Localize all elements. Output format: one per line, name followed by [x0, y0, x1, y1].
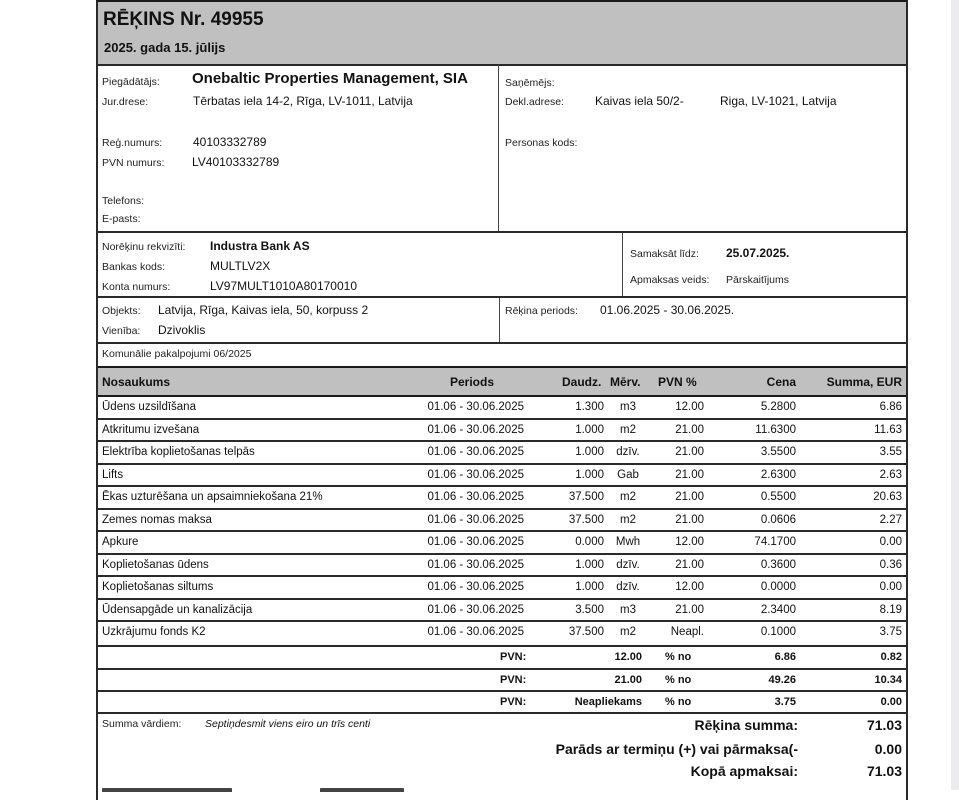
item-unit: Gab: [617, 468, 639, 481]
item-period: 01.06 - 30.06.2025: [427, 423, 524, 436]
vat-summary-row: [98, 692, 906, 714]
bank-code: MULTLV2X: [210, 259, 271, 273]
item-qty: 1.000: [575, 423, 604, 436]
item-unit: dzīv.: [616, 558, 640, 571]
col-name-header: Nosaukums: [102, 375, 171, 389]
item-price: 0.0606: [760, 513, 796, 526]
col-qty-header: Daudz.: [562, 375, 602, 389]
vat-base: 3.75: [774, 696, 796, 708]
object-value: Latvija, Rīga, Kaivas iela, 50, korpuss 2: [158, 303, 369, 317]
invoice-description: Komunālie pakalpojumi 06/2025: [102, 348, 252, 360]
item-vat: 12.00: [675, 401, 704, 413]
supplier-address: Tērbatas iela 14-2, Rīga, LV-1011, Latvija: [193, 94, 413, 108]
item-sum: 20.63: [873, 491, 902, 503]
divider: [98, 231, 906, 233]
item-sum: 6.86: [879, 401, 902, 413]
item-qty: 1.000: [575, 558, 604, 571]
table-header: [98, 366, 906, 397]
phone-label: Telefons:: [102, 195, 145, 207]
vat-number: LV40103332789: [192, 155, 280, 169]
invoice-title: RĒĶINS Nr. 49955: [103, 9, 264, 30]
item-unit: m2: [620, 513, 636, 526]
vat-amount: 0.00: [880, 696, 902, 708]
item-period: 01.06 - 30.06.2025: [427, 626, 524, 638]
vat-amount: 0.82: [880, 651, 902, 663]
item-qty: 1.000: [575, 468, 604, 481]
item-vat: 21.00: [675, 491, 704, 503]
viewer-scroll-edge: [951, 0, 959, 790]
item-unit: m2: [620, 491, 636, 503]
item-unit: Mwh: [615, 536, 641, 548]
bank-label: Norēķinu rekvizīti:: [102, 241, 186, 253]
item-vat: 21.00: [675, 446, 704, 458]
invoice-date: 2025. gada 15. jūlijs: [104, 40, 226, 55]
divider: [498, 64, 499, 232]
invoice-sum: 71.03: [866, 717, 902, 733]
item-unit: dzīv.: [616, 446, 640, 458]
account-number: LV97MULT1010A80170010: [210, 279, 357, 293]
item-unit: m3: [620, 401, 636, 413]
invoice-header: [98, 2, 906, 66]
payment-method-label: Apmaksas veids:: [630, 274, 710, 286]
vat-of: % no: [665, 696, 692, 708]
item-sum: 3.55: [879, 446, 902, 458]
item-price: 3.5500: [760, 446, 796, 458]
item-period: 01.06 - 30.06.2025: [427, 558, 524, 571]
unit-value: Dzivoklis: [158, 323, 206, 337]
table-row: [98, 487, 906, 510]
col-sum-header: Summa, EUR: [826, 375, 902, 389]
item-price: 0.3600: [760, 558, 796, 571]
bank-name: Industra Bank AS: [210, 239, 310, 253]
item-period: 01.06 - 30.06.2025: [427, 468, 524, 481]
item-vat: 21.00: [675, 513, 704, 526]
recipient-label: Saņēmējs:: [505, 77, 555, 89]
item-unit: m2: [620, 423, 636, 436]
col-vat-header: PVN %: [658, 375, 697, 389]
item-name: Ēkas uzturēšana un apsaimniekošana 21%: [102, 491, 323, 503]
divider: [98, 342, 906, 344]
invoice-page: [96, 0, 908, 800]
divider: [499, 298, 500, 342]
item-qty: 0.000: [575, 536, 604, 548]
item-unit: m3: [620, 603, 636, 616]
table-row: [98, 397, 906, 420]
item-qty: 37.500: [568, 513, 604, 526]
item-price: 74.1700: [754, 536, 796, 548]
reg-number: 40103332789: [193, 135, 267, 149]
bank-code-label: Bankas kods:: [102, 261, 166, 273]
item-price: 0.5500: [760, 491, 796, 503]
item-qty: 1.000: [575, 581, 604, 593]
recipient-address-label: Dekl.adrese:: [505, 96, 564, 108]
invoice-period: 01.06.2025 - 30.06.2025.: [600, 303, 735, 317]
item-qty: 37.500: [568, 491, 604, 503]
supplier-name: Onebaltic Properties Management, SIA: [192, 70, 468, 87]
vat-amount: 10.34: [874, 673, 902, 686]
vat-base: 6.86: [774, 651, 796, 663]
total-amount: 71.03: [866, 763, 902, 779]
item-vat: 21.00: [675, 423, 704, 436]
item-period: 01.06 - 30.06.2025: [427, 513, 524, 526]
account-label: Konta numurs:: [102, 281, 171, 293]
due-date-label: Samaksāt līdz:: [630, 248, 699, 260]
payment-method: Pārskaitījums: [726, 274, 790, 286]
divider: [622, 233, 623, 296]
item-price: 2.3400: [760, 603, 796, 616]
vat-of: % no: [665, 651, 692, 663]
item-qty: 3.500: [575, 603, 604, 616]
sum-in-words: Septiņdesmit viens eiro un trīs centi: [205, 718, 371, 730]
personal-code-label: Personas kods:: [505, 137, 578, 149]
vat-rate: 12.00: [614, 651, 642, 663]
item-period: 01.06 - 30.06.2025: [427, 536, 524, 548]
item-price: 2.6300: [760, 468, 796, 481]
item-period: 01.06 - 30.06.2025: [427, 491, 524, 503]
item-vat: Neapl.: [670, 626, 704, 638]
vat-label: PVN:: [500, 696, 527, 708]
total-label: Kopā apmaksai:: [690, 763, 798, 779]
table-row: [98, 622, 906, 647]
table-row: [98, 532, 906, 555]
item-unit: dzīv.: [616, 581, 640, 593]
item-period: 01.06 - 30.06.2025: [427, 401, 524, 413]
divider: [98, 296, 906, 298]
item-vat: 21.00: [675, 558, 704, 571]
item-price: 0.1000: [760, 626, 796, 638]
vat-base: 49.26: [768, 673, 796, 686]
debt-label: Parāds ar termiņu (+) vai pārmaksa(-: [555, 741, 798, 757]
vat-number-label: PVN numurs:: [102, 157, 165, 169]
item-sum: 0.36: [879, 558, 902, 571]
item-name: Ūdensapgāde un kanalizācija: [102, 603, 253, 616]
item-period: 01.06 - 30.06.2025: [427, 446, 524, 458]
item-name: Atkritumu izvešana: [102, 423, 200, 436]
item-price: 11.6300: [755, 423, 796, 436]
item-qty: 37.500: [568, 626, 604, 638]
supplier-address-label: Jur.drese:: [102, 96, 149, 108]
period-label: Rēķina periods:: [505, 305, 578, 317]
item-name: Zemes nomas maksa: [102, 513, 212, 526]
sum-in-words-label: Summa vārdiem:: [102, 718, 182, 730]
invoice-sum-label: Rēķina summa:: [694, 717, 798, 733]
item-sum: 8.19: [879, 603, 902, 616]
vat-rate: Neapliekams: [574, 696, 642, 708]
col-period-header: Periods: [450, 375, 495, 389]
table-row: [98, 442, 906, 465]
recipient-address-part2: Riga, LV-1021, Latvija: [720, 94, 837, 108]
vat-summary-row: [98, 670, 906, 693]
item-sum: 0.00: [879, 536, 902, 548]
col-unit-header: Mērv.: [610, 375, 641, 389]
object-label: Objekts:: [102, 305, 141, 317]
vat-of: % no: [665, 673, 692, 686]
item-sum: 2.63: [879, 468, 902, 481]
item-period: 01.06 - 30.06.2025: [427, 603, 524, 616]
table-row: [98, 577, 906, 600]
col-price-header: Cena: [766, 375, 796, 389]
item-price: 5.2800: [760, 401, 796, 413]
table-row: [98, 600, 906, 623]
item-qty: 1.000: [575, 446, 604, 458]
clipped-footer-line: [100, 784, 900, 792]
item-period: 01.06 - 30.06.2025: [427, 581, 524, 593]
item-vat: 12.00: [675, 536, 704, 548]
item-name: Ūdens uzsildīšana: [102, 401, 196, 413]
unit-label: Vienība:: [102, 325, 141, 337]
item-name: Lifts: [102, 468, 124, 481]
table-row: [98, 465, 906, 488]
table-row: [98, 555, 906, 578]
item-name: Uzkrājumu fonds K2: [102, 626, 206, 638]
item-name: Apkure: [102, 536, 139, 548]
vat-summary-row: [98, 647, 906, 670]
vat-label: PVN:: [500, 651, 527, 663]
table-row: [98, 420, 906, 443]
item-vat: 12.00: [675, 581, 704, 593]
supplier-label: Piegādātājs:: [102, 76, 160, 88]
item-vat: 21.00: [675, 468, 704, 481]
recipient-address-part1: Kaivas iela 50/2-: [595, 94, 684, 108]
item-unit: m2: [620, 626, 636, 638]
vat-rate: 21.00: [614, 673, 642, 686]
due-date: 25.07.2025.: [726, 246, 790, 260]
item-name: Koplietošanas ūdens: [102, 558, 209, 571]
vat-label: PVN:: [500, 673, 527, 686]
item-name: Elektrība koplietošanas telpās: [102, 446, 255, 458]
item-name: Koplietošanas siltums: [102, 581, 214, 593]
item-sum: 11.63: [874, 423, 902, 436]
item-price: 0.0000: [760, 581, 796, 593]
debt-amount: 0.00: [874, 741, 902, 757]
item-sum: 0.00: [879, 581, 902, 593]
reg-number-label: Reģ.numurs:: [102, 137, 163, 149]
email-label: E-pasts:: [102, 213, 141, 225]
item-sum: 3.75: [879, 626, 902, 638]
item-vat: 21.00: [675, 603, 704, 616]
table-row: [98, 510, 906, 533]
item-sum: 2.27: [879, 513, 902, 526]
item-qty: 1.300: [575, 401, 604, 413]
